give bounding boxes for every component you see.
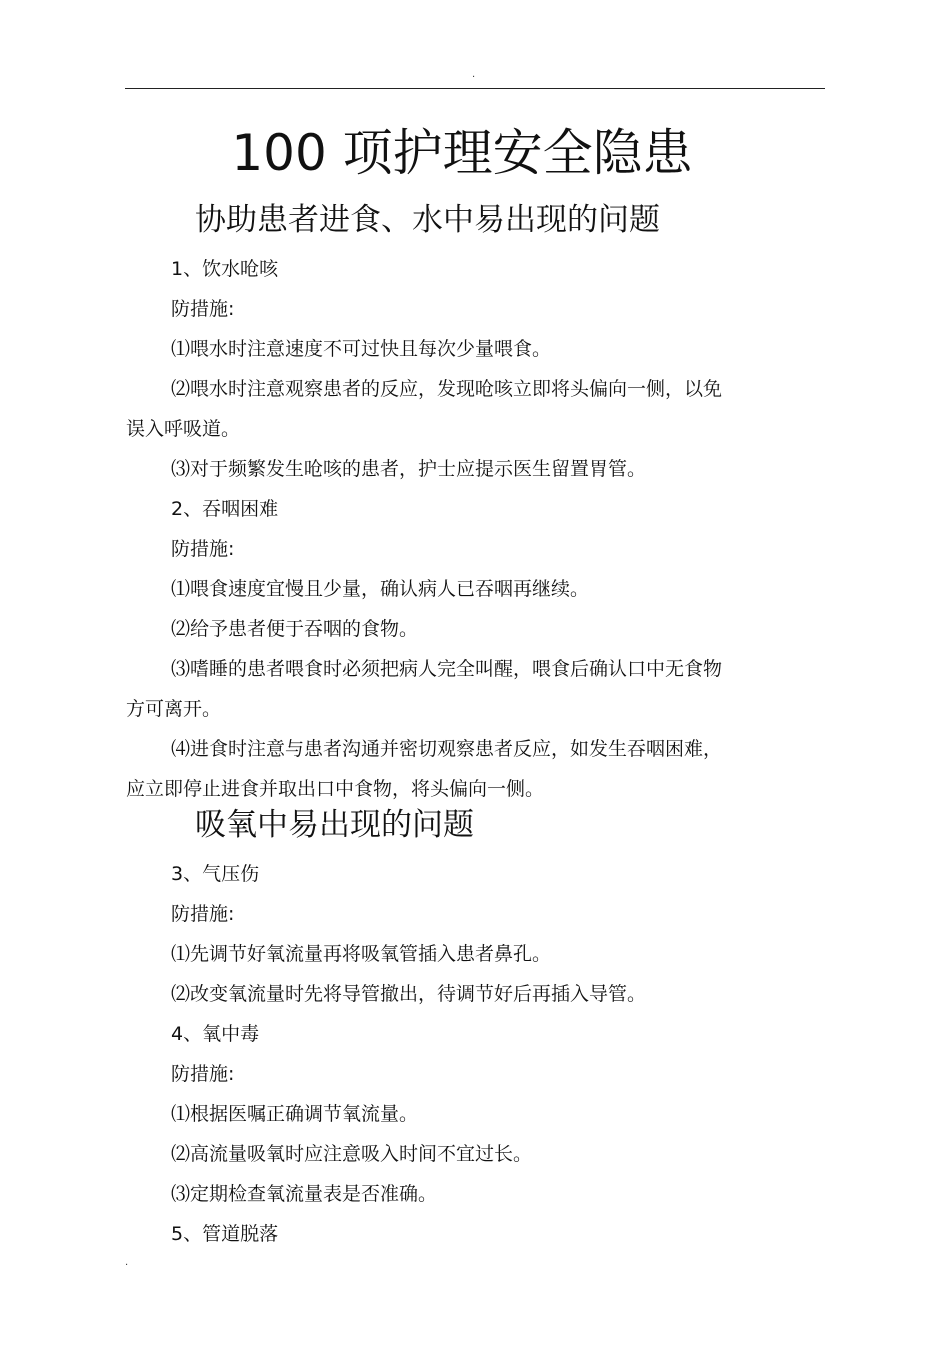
measure-line-continued: 误入呼吸道。 bbox=[126, 418, 241, 440]
header-rule bbox=[125, 88, 825, 89]
measure-line: ⑴先调节好氧流量再将吸氧管插入患者鼻孔。 bbox=[171, 943, 552, 965]
measure-line: ⑵高流量吸氧时应注意吸入时间不宜过长。 bbox=[171, 1143, 533, 1165]
item-label-dysphagia: 2、吞咽困难 bbox=[171, 498, 279, 520]
measure-line: ⑶对于频繁发生呛咳的患者，护士应提示医生留置胃管。 bbox=[171, 458, 647, 480]
measure-line: ⑴喂水时注意速度不可过快且每次少量喂食。 bbox=[171, 338, 552, 360]
measures-label: 防措施: bbox=[171, 1063, 235, 1085]
section-heading-oxygen: 吸氧中易出现的问题 bbox=[195, 807, 474, 843]
measure-line: ⑵给予患者便于吞咽的食物。 bbox=[171, 618, 419, 640]
item-label-oxygen-toxicity: 4、氧中毒 bbox=[171, 1023, 260, 1045]
document-title: 100 项护理安全隐患 bbox=[231, 124, 693, 182]
measure-line: ⑴根据医嘱正确调节氧流量。 bbox=[171, 1103, 419, 1125]
measures-label: 防措施: bbox=[171, 298, 235, 320]
measure-line-continued: 应立即停止进食并取出口中食物，将头偏向一侧。 bbox=[126, 778, 545, 800]
measure-line: ⑶嗜睡的患者喂食时必须把病人完全叫醒，喂食后确认口中无食物 bbox=[171, 658, 723, 680]
footer-mark: . bbox=[125, 1257, 129, 1268]
measure-line: ⑴喂食速度宜慢且少量，确认病人已吞咽再继续。 bbox=[171, 578, 590, 600]
measures-label: 防措施: bbox=[171, 538, 235, 560]
measure-line: ⑶定期检查氧流量表是否准确。 bbox=[171, 1183, 438, 1205]
measure-line-continued: 方可离开。 bbox=[126, 698, 222, 720]
measure-line: ⑷进食时注意与患者沟通并密切观察患者反应，如发生吞咽困难， bbox=[171, 738, 723, 760]
measure-line: ⑵改变氧流量时先将导管撤出，待调节好后再插入导管。 bbox=[171, 983, 647, 1005]
item-label-tube-dislodgement: 5、管道脱落 bbox=[171, 1223, 279, 1245]
measure-line: ⑵喂水时注意观察患者的反应，发现呛咳立即将头偏向一侧，以免 bbox=[171, 378, 723, 400]
item-label-choking: 1、饮水呛咳 bbox=[171, 258, 279, 280]
item-label-barotrauma: 3、气压伤 bbox=[171, 863, 260, 885]
header-mark: . bbox=[472, 69, 476, 80]
section-heading-feeding: 协助患者进食、水中易出现的问题 bbox=[195, 202, 660, 238]
measures-label: 防措施: bbox=[171, 903, 235, 925]
